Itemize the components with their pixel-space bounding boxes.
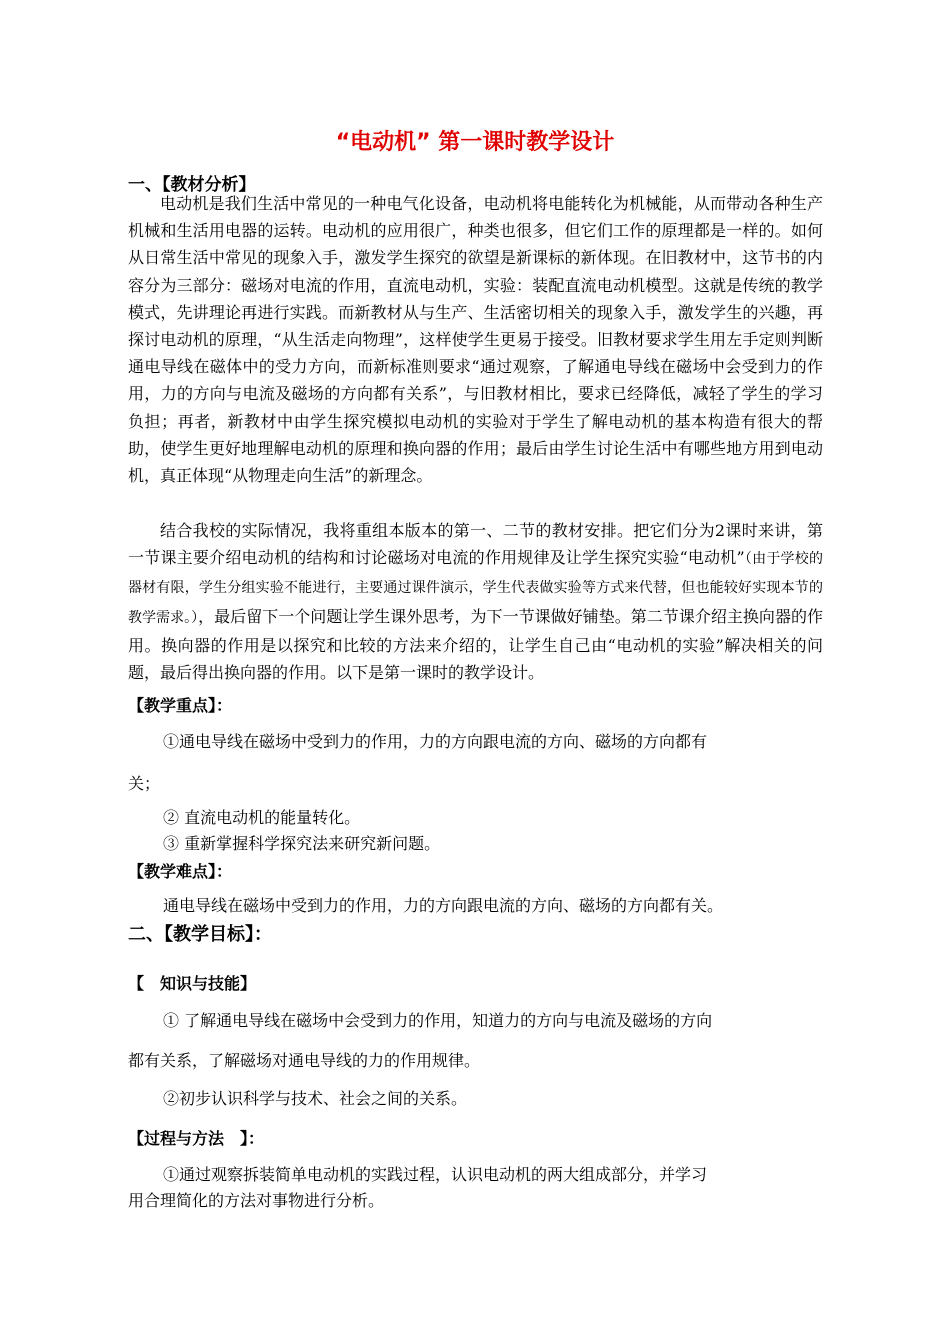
section-heading-material-analysis: 一、【教材分析】 bbox=[128, 175, 256, 195]
knowledge-item-2: ②初步认识科学与技术、社会之间的关系。 bbox=[163, 1089, 468, 1108]
difficult-points-heading: 【教学难点】： bbox=[128, 862, 233, 881]
key-points-heading: 【教学重点】： bbox=[128, 696, 233, 715]
arrangement-note: （由于学校的器材有限，学生分组实验不能进行，主要通过课件演示，学生代表做实验等方式来代替，但也能较好实现本节的教学需求。） bbox=[128, 551, 823, 626]
process-method-heading: 【过程与方法 】： bbox=[128, 1129, 265, 1148]
process-item-1-line-b: 用合理简化的方法对事物进行分析。 bbox=[128, 1191, 385, 1210]
difficult-point-1: 通电导线在磁场中受到力的作用，力的方向跟电流的方向、磁场的方向都有关。 bbox=[163, 896, 724, 915]
arrangement-text-b: ，最后留下一个问题让学生课外思考，为下一节课做好铺垫。第二节课介绍主换向器的作用。换向器的作用是以探究和比较的方法来介绍的，让学生自己由“电动机的实验”解决相关的问题，最后得出换向器的作用。以下是第一课时的教学设计。 bbox=[128, 606, 823, 683]
section-heading-teaching-goals: 二、【教学目标】： bbox=[128, 924, 272, 945]
document-title: “电动机” 第一课时教学设计 bbox=[335, 130, 615, 155]
knowledge-item-1-line-b: 都有关系，了解磁场对通电导线的力的作用规律。 bbox=[128, 1051, 481, 1070]
key-point-3: ③ 重新掌握科学探究法来研究新问题。 bbox=[163, 834, 441, 853]
knowledge-skills-heading: 【 知识与技能】 bbox=[128, 974, 257, 993]
arrangement-text-a: 结合我校的实际情况，我将重组本版本的第一、二节的教材安排。把它们分为2课时来讲，第一节课主要介绍电动机的结构和讨论磁场对电流的作用规律及让学生探究实验“电动机” bbox=[128, 521, 823, 568]
key-point-1-line-b: 关； bbox=[128, 774, 161, 793]
material-analysis-paragraph: 电动机是我们生活中常见的一种电气化设备，电动机将电能转化为机械能，从而带动各种生产机械和生活用电器的运转。电动机的应用很广，种类也很多，但它们工作的原理都是一样的。如何从日常生活中常见的现象入手，激发学生探究的欲望是新课标的新体现。在旧教材中，这节书的内容分为三部分：磁场对电流的作用，直流电动机，实验：装配直流电动机模型。这就是传统的教学模式，先讲理论再进行实践。而新教材从与生产、生活密切相关的现象入手，激发学生的兴趣，再探讨电动机的原理，“从生活走向物理”，这样使学生更易于接受。旧教材要求学生用左手定则判断通电导线在磁体中的受力方向，而新标准则要求“通过观察，了解通电导线在磁场中会受到力的作用，力的方向与电流及磁场的方向都有关系”，与旧教材相比，要求已经降低，减轻了学生的学习负担；再者，新教材中由学生探究模拟电动机的实验对于学生了解电动机的基本构造有很大的帮助，使学生更好地理解电动机的原理和换向器的作用；最后由学生讨论生活中有哪些地方用到电动机，真正体现“从物理走向生活”的新理念。 bbox=[128, 194, 823, 486]
knowledge-item-1-line-a: ① 了解通电导线在磁场中会受到力的作用，知道力的方向与电流及磁场的方向 bbox=[163, 1011, 713, 1030]
key-point-2: ② 直流电动机的能量转化。 bbox=[163, 808, 361, 827]
lesson-arrangement-paragraph bbox=[128, 517, 823, 686]
process-item-1-line-a: ①通过观察拆装简单电动机的实践过程，认识电动机的两大组成部分，并学习 bbox=[163, 1165, 708, 1184]
key-point-1-line-a: ①通电导线在磁场中受到力的作用，力的方向跟电流的方向、磁场的方向都有 bbox=[163, 732, 708, 751]
